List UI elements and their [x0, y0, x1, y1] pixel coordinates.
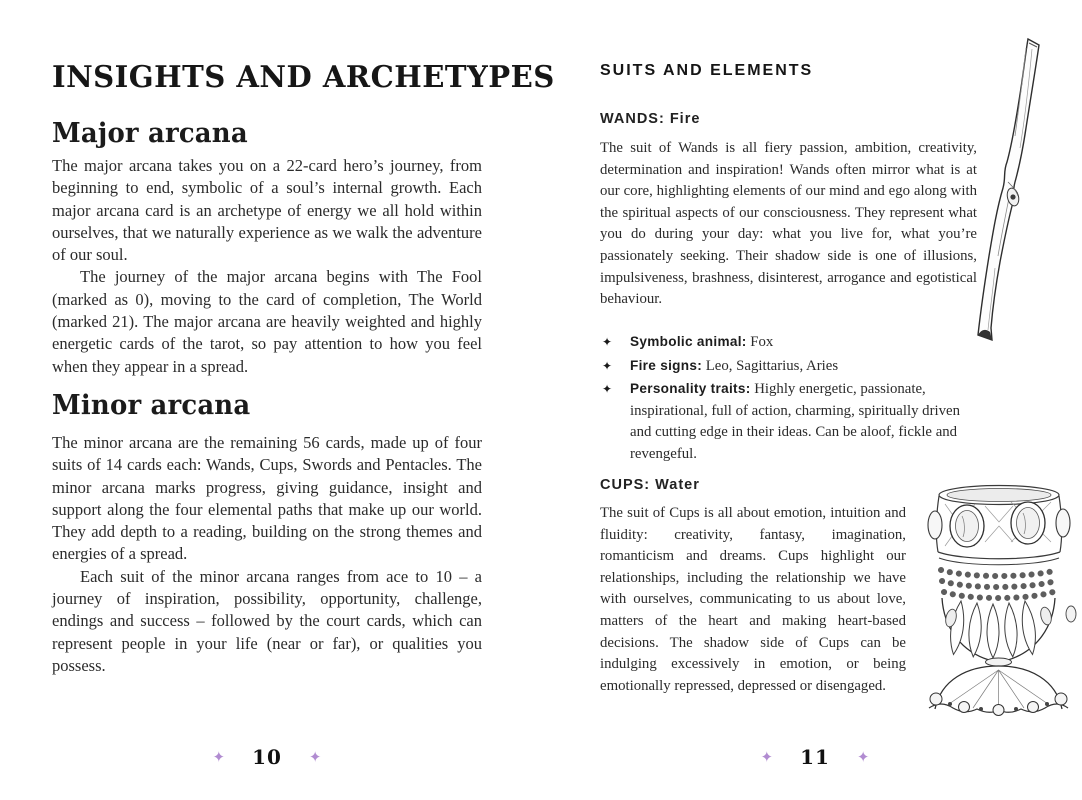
paragraph: The journey of the major arcana begins with The Fool (marked as 0), moving to the card of completion, The World (marked 21). The major arcana are heavily weighted and highly energetic cards of the tarot, so pay attention to how you feel when they appear in a spread.	[52, 267, 482, 376]
sparkle-icon: ✦	[212, 747, 226, 766]
bullet-text: Fox	[746, 334, 774, 350]
paragraph: Each suit of the minor arcana ranges from ace to 10 – a journey of inspiration, possibility, opportunity, challenge, endings and success – followed by the court cards, which can represent people in your life (near or far), or qualities you possess.	[52, 566, 482, 675]
list-item	[600, 355, 980, 378]
list-item	[600, 331, 980, 354]
wands-paragraph: The suit of Wands is all fiery passion, ambition, creativity, determination and inspiration! Wands often mirror what is at our core, highlighting elements of our mind and ego along with the spiritual aspects of our consciousness. They represent what you do during your day: what you live for, what you’re passionately seeking. Their shadow side is one of illusions, impulsiveness, brashness, disinterest, arrogance and egotistical behaviour.	[600, 140, 977, 308]
section-heading-suits-and-elements: SUITS AND ELEMENTS	[600, 62, 814, 79]
paragraph: The minor arcana are the remaining 56 cards, made up of four suits of 14 cards each: Wands, Cups, Swords and Pentacles. The minor arcana marks progress, giving guidance, insight and support along the four elemental paths that make up our world. They add depth to a reading, building on the strong themes and energies of a spread.	[52, 433, 482, 564]
section-heading-major-arcana: Major arcana	[52, 118, 248, 149]
bullet-label: Symbolic animal:	[630, 334, 747, 349]
bullet-label: Fire signs:	[630, 357, 703, 373]
bullet-label: Personality traits:	[630, 381, 751, 397]
sparkle-bullet-icon: ✦	[602, 358, 613, 373]
subsection-heading-cups-water: CUPS: Water	[600, 477, 700, 493]
page-number-left: 10	[252, 745, 282, 769]
wands-attributes-list	[600, 331, 980, 467]
sparkle-icon: ✦	[760, 747, 774, 766]
ornate-chalice-drawing	[915, 480, 1082, 718]
sparkle-icon: ✦	[308, 747, 322, 766]
section-minor-arcana	[52, 432, 482, 677]
bullet-text: Highly energetic, passionate, inspirational, full of action, charming, spiritually driven and cutting edge in their ideas. Can be aloof, fickle and revengeful.	[630, 381, 960, 462]
wand-illustration	[968, 36, 1056, 355]
right-page-footer	[600, 745, 1030, 769]
bullet-text: Leo, Sagittarius, Aries	[702, 357, 839, 374]
sparkle-bullet-icon: ✦	[602, 382, 613, 397]
section-heading-minor-arcana: Minor arcana	[52, 390, 251, 421]
page-number-right: 11	[800, 745, 830, 769]
left-page	[52, 0, 555, 800]
chalice-illustration	[915, 480, 1082, 723]
subsection-heading-wands-fire: WANDS: Fire	[600, 111, 701, 127]
sparkle-icon: ✦	[856, 747, 870, 766]
page-title: INSIGHTS AND ARCHETYPES	[52, 60, 555, 95]
left-page-footer	[52, 745, 482, 769]
twisted-wand-drawing	[968, 36, 1056, 350]
cups-paragraph: The suit of Cups is all about emotion, intuition and fluidity: creativity, fantasy, imagination, romanticism and dreams. Cups highlight our relationships, including the relationship we have with ourselves, communicating to us about love, matters of the heart and making heart-based decisions. The shadow side of Cups can be indulging excessively in emotion, or being emotionally repressed, depressed or disengaged.	[600, 505, 906, 694]
list-item	[600, 378, 980, 465]
paragraph: The major arcana takes you on a 22-card hero’s journey, from beginning to end, symbolic of a soul’s internal growth. Each major arcana card is an archetype of energy we all hold within ourselves, that we naturally experience as we walk the adventure of our soul.	[52, 156, 482, 265]
sparkle-bullet-icon: ✦	[602, 335, 613, 349]
section-major-arcana	[52, 155, 482, 378]
